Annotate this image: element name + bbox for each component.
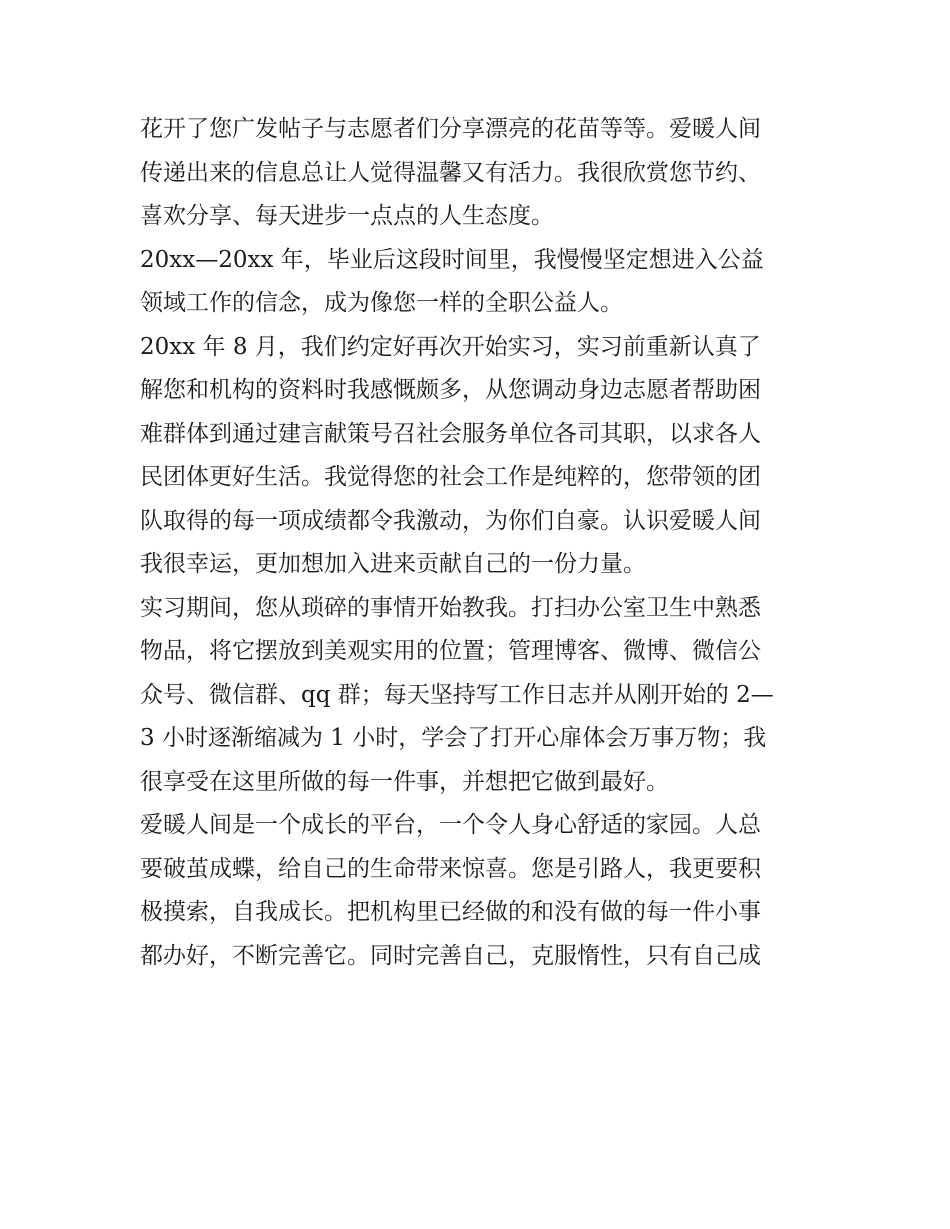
text-line: 解您和机构的资料时我感慨颇多，从您调动身边志愿者帮助困 [140,377,761,403]
text-line: 我很幸运，更加想加入进来贡献自己的一份力量。 [140,551,646,577]
text-line: 很享受在这里所做的每一件事，并想把它做到最好。 [140,768,669,795]
text-line: 都办好，不断完善它。同时完善自己，克服惰性，只有自己成 [140,942,761,969]
text-line: 喜欢分享、每天进步一点点的人生态度。 [140,203,554,229]
text-line: 20xx—20xx 年，毕业后这段时间里，我慢慢坚定想进入公益 [140,246,764,273]
text-line: 20xx 年 8 月，我们约定好再次开始实习，实习前重新认真了 [140,333,761,360]
text-line: 民团体更好生活。我觉得您的社会工作是纯粹的，您带领的团 [140,464,761,490]
text-line: 领域工作的信念，成为像您一样的全职公益人。 [140,290,623,316]
text-line: 极摸索，自我成长。把机构里已经做的和没有做的每一件小事 [140,899,761,925]
text-line: 实习期间，您从琐碎的事情开始教我。打扫办公室卫生中熟悉 [140,594,761,621]
text-line: 物品，将它摆放到美观实用的位置；管理博客、微博、微信公 [140,638,761,664]
text-line: 爱暖人间是一个成长的平台，一个令人身心舒适的家园。人总 [140,812,761,838]
text-line: 花开了您广发帖子与志愿者们分享漂亮的花苗等等。爱暖人间 [140,116,761,142]
text-line: 3 小时逐渐缩减为 1 小时，学会了打开心扉体会万事万物；我 [140,725,767,751]
text-line: 要破茧成蝶，给自己的生命带来惊喜。您是引路人，我更要积 [140,855,761,882]
document-body [140,108,820,978]
text-line: 难群体到通过建言献策号召社会服务单位各司其职，以求各人 [140,420,761,447]
text-line: 传递出来的信息总让人觉得温馨又有活力。我很欣赏您节约、 [140,159,761,186]
text-line: 队取得的每一项成绩都令我激动，为你们自豪。认识爱暖人间 [140,507,761,534]
text-line: 众号、微信群、qq 群；每天坚持写工作日志并从刚开始的 2— [140,681,774,708]
